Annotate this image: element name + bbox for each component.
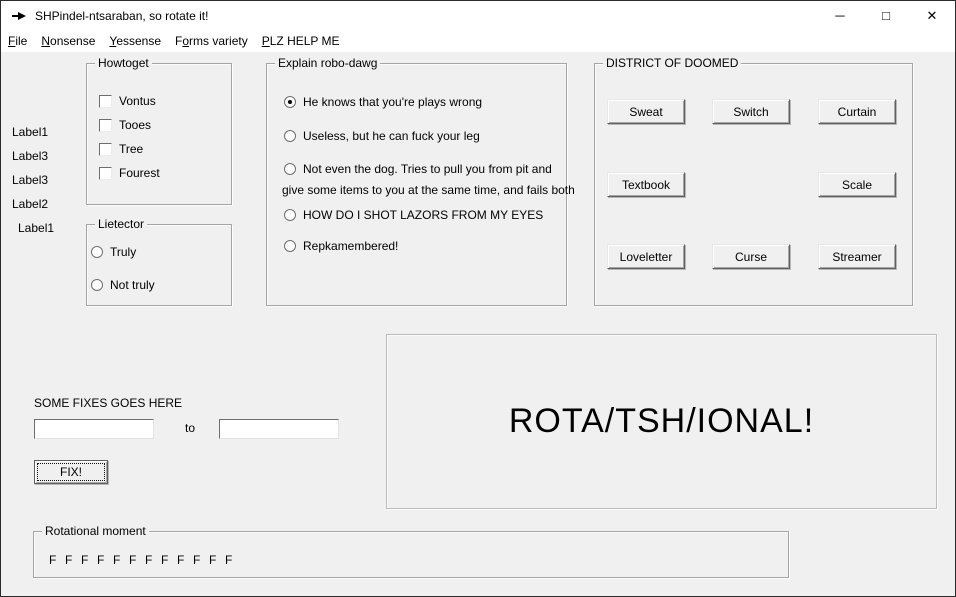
group-lietector bbox=[86, 217, 232, 306]
group-howtoget bbox=[86, 56, 232, 205]
checkbox-icon[interactable] bbox=[99, 167, 112, 180]
flag-label: F bbox=[161, 553, 169, 567]
menu-item-yessense[interactable] bbox=[102, 31, 168, 51]
checkbox-label[interactable]: Fourest bbox=[119, 166, 160, 180]
flag-label: F bbox=[49, 553, 57, 567]
minimize-icon[interactable]: ─ bbox=[835, 8, 845, 23]
maximize-icon[interactable]: □ bbox=[882, 8, 890, 23]
label3: Label3 bbox=[12, 149, 49, 163]
label2: Label2 bbox=[12, 197, 49, 211]
sweat-button[interactable]: Sweat bbox=[607, 99, 685, 124]
menu-label: Y bbox=[109, 34, 117, 48]
radio-icon[interactable] bbox=[284, 163, 296, 175]
checkbox-icon[interactable] bbox=[99, 95, 112, 108]
fix-button[interactable]: FIX! bbox=[34, 460, 108, 484]
loveletter-button[interactable]: Loveletter bbox=[607, 244, 685, 269]
title-bar bbox=[1, 1, 955, 30]
radio-truly[interactable] bbox=[91, 245, 136, 259]
fix-from-input[interactable] bbox=[34, 419, 154, 439]
flag-label: F bbox=[97, 553, 105, 567]
flag-label: F bbox=[65, 553, 73, 567]
radio-icon[interactable] bbox=[284, 240, 296, 252]
curtain-button[interactable]: Curtain bbox=[818, 99, 896, 124]
textbook-button[interactable]: Textbook bbox=[607, 172, 685, 197]
menu-label: F bbox=[175, 34, 183, 48]
curse-button[interactable]: Curse bbox=[712, 244, 790, 269]
radio-repkamembered[interactable] bbox=[284, 239, 398, 253]
radio-label-line2[interactable]: give some items to you at the same time, and fails both bbox=[282, 183, 575, 197]
radio-icon[interactable] bbox=[284, 130, 296, 142]
radio-lazors[interactable] bbox=[284, 208, 543, 222]
radio-label[interactable]: Repkamembered! bbox=[303, 239, 399, 253]
menu-label: LZ HELP ME bbox=[269, 34, 340, 48]
flag-label: F bbox=[81, 553, 89, 567]
group-caption: Explain robo-dawg bbox=[275, 56, 380, 70]
radio-label[interactable]: HOW DO I SHOT LAZORS FROM MY EYES bbox=[303, 208, 544, 222]
group-caption: Howtoget bbox=[95, 56, 152, 70]
checkbox-icon[interactable] bbox=[99, 119, 112, 132]
checkbox-icon[interactable] bbox=[99, 143, 112, 156]
radio-he-knows[interactable] bbox=[284, 95, 482, 109]
menu-item-file[interactable] bbox=[1, 31, 34, 51]
flag-label: F bbox=[193, 553, 201, 567]
group-caption: DISTRICT OF DOOMED bbox=[603, 56, 741, 70]
menu-label: o bbox=[182, 34, 190, 48]
radio-label[interactable]: Not truly bbox=[110, 278, 155, 292]
menu-label: ile bbox=[15, 34, 28, 48]
flag-label: F bbox=[129, 553, 137, 567]
flag-label: F bbox=[177, 553, 185, 567]
checkbox-fourest[interactable] bbox=[99, 166, 160, 180]
flag-label: F bbox=[225, 553, 233, 567]
radio-useless[interactable] bbox=[284, 129, 480, 143]
menu-item-nonsense[interactable] bbox=[34, 31, 102, 51]
app-icon bbox=[11, 8, 27, 24]
window-controls bbox=[817, 1, 955, 30]
menu-label: onsense bbox=[50, 34, 96, 48]
radio-icon[interactable] bbox=[91, 246, 103, 258]
some-fixes-label: SOME FIXES GOES HERE bbox=[34, 396, 183, 410]
rotational-banner-text: ROTA/TSH/IONAL! bbox=[508, 402, 815, 440]
radio-label[interactable]: Not even the dog. Tries to pull you from pit and bbox=[303, 162, 552, 176]
group-caption: Rotational moment bbox=[42, 524, 149, 538]
menu-label: F bbox=[8, 34, 16, 48]
radio-label[interactable]: He knows that you're plays wrong bbox=[303, 95, 483, 109]
rotational-flags-row bbox=[49, 553, 241, 567]
menu-label: N bbox=[41, 34, 51, 48]
checkbox-tooes[interactable] bbox=[99, 118, 151, 132]
rotational-banner-panel bbox=[386, 334, 937, 509]
radio-icon[interactable] bbox=[91, 279, 103, 291]
label1: Label1 bbox=[18, 221, 55, 235]
group-caption: Lietector bbox=[95, 217, 147, 231]
flag-label: F bbox=[145, 553, 153, 567]
radio-icon[interactable] bbox=[284, 209, 296, 221]
checkbox-label[interactable]: Vontus bbox=[119, 94, 156, 108]
checkbox-label[interactable]: Tree bbox=[119, 142, 144, 156]
window-title: SHPindel-ntsaraban, so rotate it! bbox=[35, 8, 209, 23]
flag-label: F bbox=[113, 553, 121, 567]
radio-label[interactable]: Useless, but he can fuck your leg bbox=[303, 129, 480, 143]
radio-not-truly[interactable] bbox=[91, 278, 155, 292]
menu-bar bbox=[1, 30, 955, 52]
checkbox-label[interactable]: Tooes bbox=[119, 118, 152, 132]
checkbox-tree[interactable] bbox=[99, 142, 143, 156]
fix-to-input[interactable] bbox=[219, 419, 339, 439]
menu-label: essense bbox=[116, 34, 162, 48]
menu-item-forms-variety[interactable] bbox=[168, 31, 255, 51]
checkbox-vontus[interactable] bbox=[99, 94, 156, 108]
flag-label: F bbox=[209, 553, 217, 567]
radio-not-even-the-dog[interactable] bbox=[284, 162, 552, 176]
menu-item-plz-help-me[interactable] bbox=[255, 31, 347, 51]
label3: Label3 bbox=[12, 173, 49, 187]
switch-button[interactable]: Switch bbox=[712, 99, 790, 124]
close-icon[interactable]: ✕ bbox=[926, 7, 938, 23]
menu-label: rms variety bbox=[189, 34, 248, 48]
radio-label[interactable]: Truly bbox=[110, 245, 137, 259]
scale-button[interactable]: Scale bbox=[818, 172, 896, 197]
streamer-button[interactable]: Streamer bbox=[818, 244, 896, 269]
label1: Label1 bbox=[12, 125, 49, 139]
menu-label: P bbox=[261, 34, 270, 48]
to-label: to bbox=[185, 421, 196, 435]
radio-icon-selected[interactable] bbox=[284, 96, 296, 108]
